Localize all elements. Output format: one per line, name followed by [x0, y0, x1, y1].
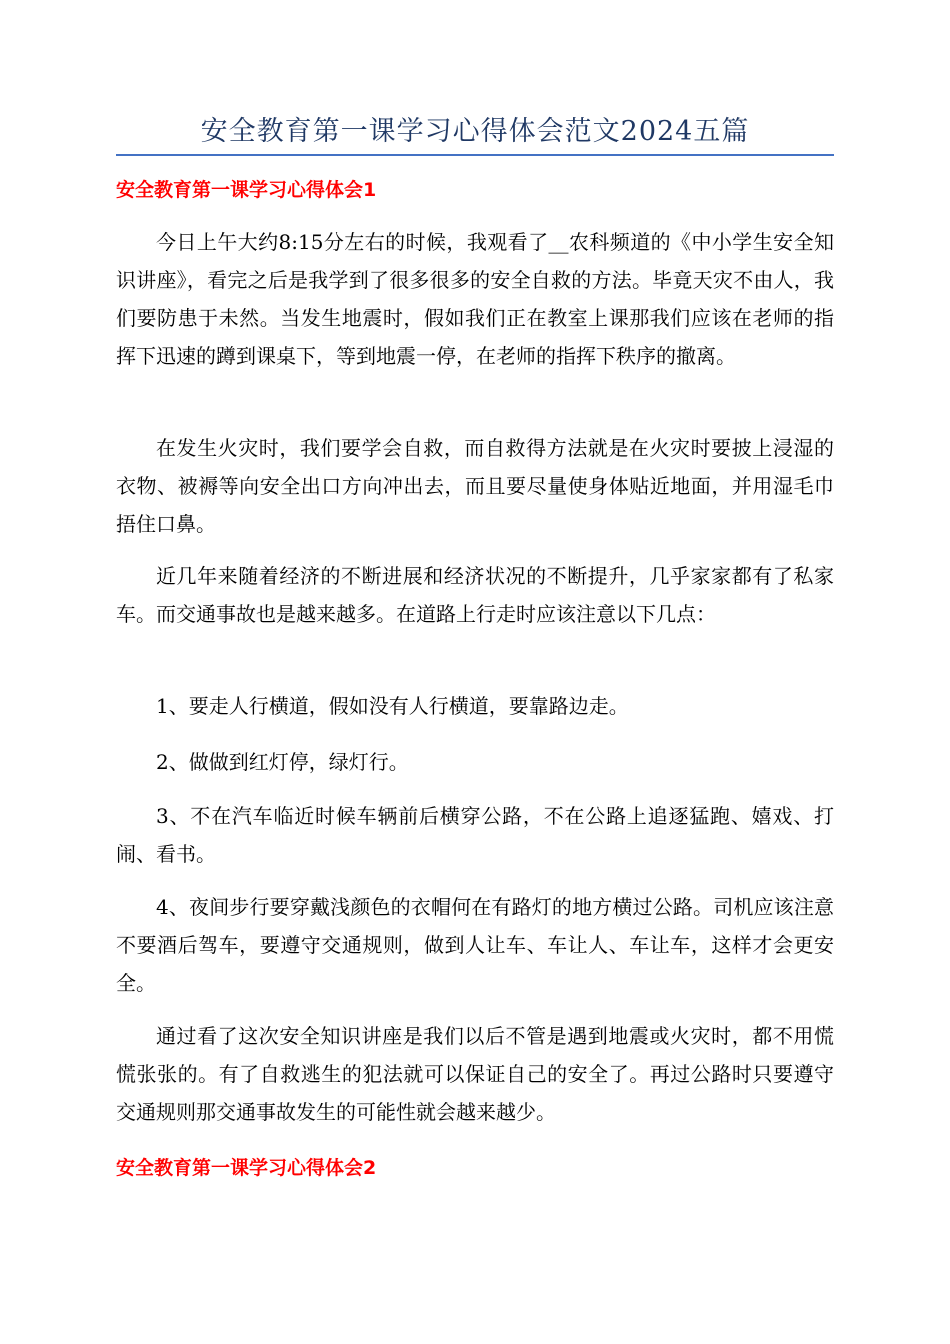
- list-item-4: 4、夜间步行要穿戴浅颜色的衣帽何在有路灯的地方横过公路。司机应该注意不要酒后驾车，要遵守交通规则，做到人让车、车让人、车让车，这样才会更安全。: [116, 895, 834, 995]
- list-item-3: 3、不在汽车临近时候车辆前后横穿公路，不在公路上追逐猛跑、嬉戏、打闹、看书。: [116, 804, 834, 866]
- document-title: 安全教育第一课学习心得体会范文2024五篇: [200, 116, 750, 147]
- paragraph-3: 近几年来随着经济的不断进展和经济状况的不断提升，几乎家家都有了私家车。而交通事故也是越来越多。在道路上行走时应该注意以下几点：: [116, 564, 834, 626]
- paragraph-4: 通过看了这次安全知识讲座是我们以后不管是遇到地震或火灾时，都不用慌慌张张的。有了自救逃生的犯法就可以保证自己的安全了。再过公路时只要遵守交通规则那交通事故发生的可能性就会越来越少。: [116, 1024, 834, 1124]
- paragraph-1: 今日上午大约8:15分左右的时候，我观看了__农科频道的《中小学生安全知识讲座》，看完之后是我学到了很多很多的安全自救的方法。毕竟天灾不由人，我们要防患于未然。当发生地震时，假如我们正在教室上课那我们应该在老师的指挥下迅速的蹲到课桌下，等到地震一停，在老师的指挥下秩序的撤离。: [116, 230, 834, 368]
- section-heading-1: 安全教育第一课学习心得体会1: [116, 179, 377, 201]
- list-item-1: 1、要走人行横道，假如没有人行横道，要靠路边走。: [156, 694, 629, 718]
- title-underline: [116, 154, 834, 156]
- paragraph-2: 在发生火灾时，我们要学会自救，而自救得方法就是在火灾时要披上浸湿的衣物、被褥等向安全出口方向冲出去，而且要尽量使身体贴近地面，并用湿毛巾捂住口鼻。: [116, 436, 834, 536]
- list-item-2: 2、做做到红灯停，绿灯行。: [156, 750, 409, 774]
- section-heading-2: 安全教育第一课学习心得体会2: [116, 1157, 377, 1179]
